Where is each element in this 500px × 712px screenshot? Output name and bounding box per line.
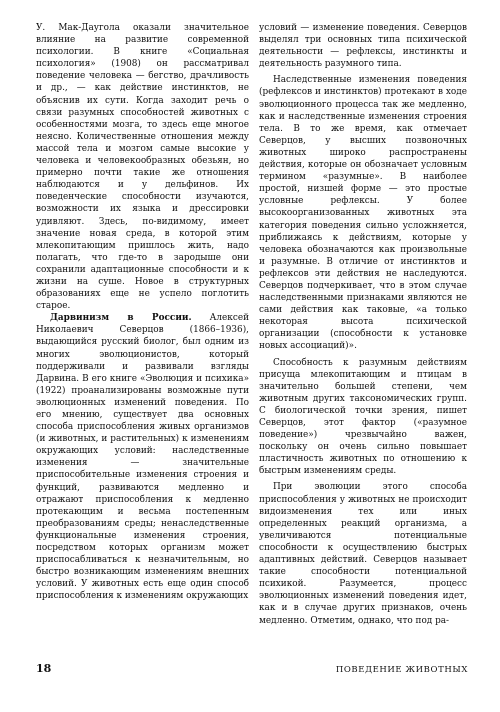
left-paragraph-2-body: Алексей Николаевич Северцов (1866–1936), выдающийся русский биолог, был одним из многих эволюционистов, который поддерживали и развивали взгляды Дарвина. В его книге «Эволюция и психика» (1922) проанализированы возможные пути эволюционных изменений поведения. По его мнению, существует два основных способа приспособления живых организмов (и животных, и растительных) к изменениям окружающих условий: наследственные изменения — значительные приспособительные изменения строения и функций, развиваются медленно и отражают приспособления к медленно протекающим и весьма постепенным преобразованиям среды; ненаследственные функциональные изменения строения, посредством которых организм может приспосабливаться к незначительным, но быстро возникающим изменениям внешних условий. У животных есть еще один способ приспособления к изменениям окружающих: [36, 313, 249, 602]
page-footer: [36, 662, 468, 675]
left-paragraph-2: [36, 312, 249, 602]
right-paragraph-3: Способность к разумным действиям присуща млекопитающим и птицам в значительно большей степени, чем животным других таксономических групп. С биологической точки зрения, пишет Северцов, этот фактор («разумное поведение») чрезвычайно важен, поскольку он очень сильно повышает пластичность животных по отношению к быстрым изменениям среды.: [259, 357, 467, 477]
running-head: ПОВЕДЕНИЕ ЖИВОТНЫХ: [335, 665, 468, 675]
right-paragraph-2: Наследственные изменения поведения (рефлексов и инстинктов) протекают в ходе эволюционного процесса так же медленно, как и наследственные изменения строения тела. В то же время, как отмечает Северцов, у высших позвоночных животных широко распространены действия, которые он обозначает условным термином «разумные». В наиболее простой, низшей форме — это простые условные рефлексы. У более высокоорганизованных животных эта категория поведения сильно усложняется, приближаясь к действиям, которые у человека обозначаются как произвольные и разумные. В отличие от инстинктов и рефлексов эти действия не наследуются. Северцов подчеркивает, что в этом случае наследственными признаками являются не сами действия как таковые, «а только некоторая высота психической организации (способности к установке новых ассоциаций)».: [259, 75, 467, 352]
right-paragraph-4: При эволюции этого способа приспособления у животных не происходит видоизменения тех или иных определенных реакций организма, а увеличиваются потенциальные способности к осуществлению быстрых адаптивных действий. Северцов называет такие способности потенциальной психикой. Разумеется, процесс эволюционных изменений поведения идет, как и в случае других признаков, очень медленно. Отметим, однако, что под ра-: [259, 482, 467, 626]
left-column: [36, 22, 249, 603]
page-number: 18: [36, 662, 52, 675]
right-paragraph-1: условий — изменение поведения. Северцов выделял три основных типа психической деятельности — рефлексы, инстинкты и деятельность разумного типа.: [259, 23, 467, 70]
left-paragraph-1: У. Мак-Даугола оказали значительное влияние на развитие современной психологии. В книге «Социальная психология» (1908) он рассматривал поведение человека — бегство, драчливость и др., — как действие инстинктов, не объяснив их сути. Когда заходит речь о связи разумных способностей животных с особенностями мозга, то здесь еще многое неясно. Количественные отношения между массой тела и мозгом самые высокие у человека и человекообразных обезьян, но примерно почти такие же отношения наблюдаются и у дельфинов. Их поведенческие способности изучаются, возможности их языка и дрессировки удивляют. Здесь, по-видимому, имеет значение новая среда, в которой этим млекопитающим пришлось жить, надо полагать, что где-то в зародыше они сохранили адаптационные способности и к жизни на суше. Новое в структурных образованиях еще не успело поглотить старое.: [36, 23, 249, 312]
section-heading-darwinism-in-russia: Дарвинизм в России.: [50, 313, 192, 324]
right-column: [259, 22, 467, 627]
